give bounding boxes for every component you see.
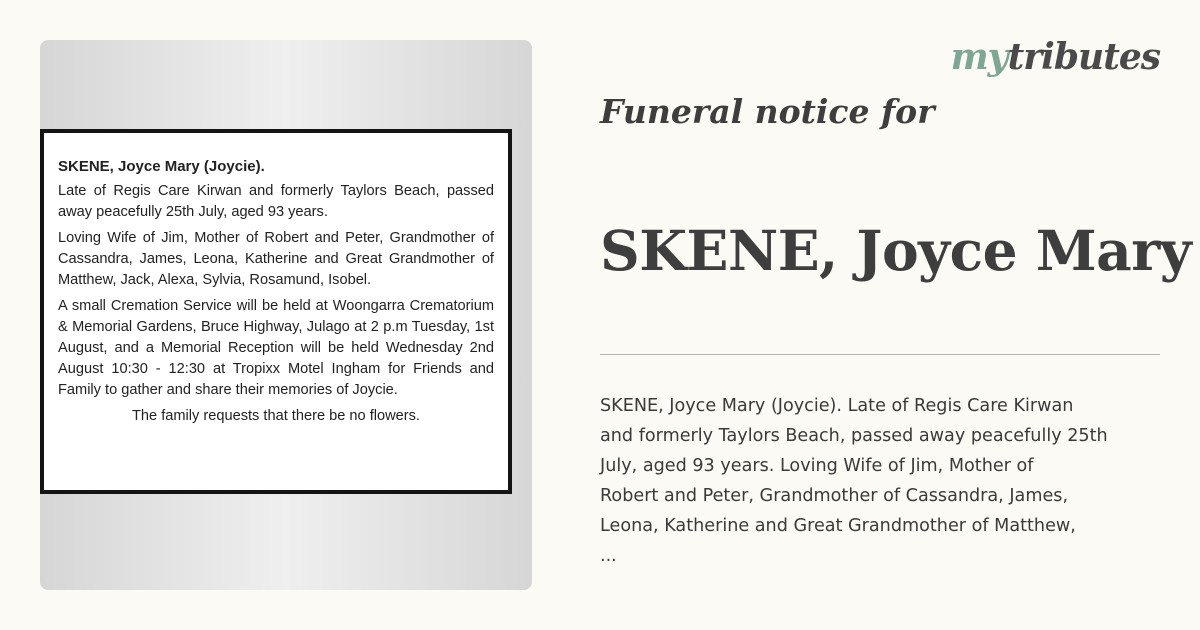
logo-suffix: tributes [1007,36,1160,78]
mytributes-logo [951,36,1160,78]
summary-line: Leona, Katherine and Great Grandmother of Matthew, [600,516,1076,536]
page-subtitle: Funeral notice for [600,92,935,131]
summary-line: Robert and Peter, Grandmother of Cassandra, James, [600,486,1069,506]
summary-ellipsis: ... [600,546,617,566]
summary-line: SKENE, Joyce Mary (Joycie). Late of Regis Care Kirwan [600,396,1074,416]
notice-paragraph: A small Cremation Service will be held at Woongarra Crematorium & Memorial Gardens, Bruce Highway, Julago at 2 p.m Tuesday, 1st August, and a Memorial Reception will be held Wednesday 2nd August 10:30 - 12:30 at Tropixx Motel Ingham for Friends and Family to gather and share their memories of Joycie. [58,298,494,398]
summary-line: and formerly Taylors Beach, passed away peacefully 25th [600,426,1108,446]
logo-prefix: my [950,36,1008,78]
notice-heading: SKENE, Joyce Mary (Joycie). [58,158,265,175]
summary-line: July, aged 93 years. Loving Wife of Jim, Mother of [600,456,1034,476]
notice-paragraph: Loving Wife of Jim, Mother of Robert and Peter, Grandmother of Cassandra, James, Leona, Katherine and Great Grandmother of Matthew, Jack, Alexa, Sylvia, Rosamund, Isobel. [58,230,494,288]
divider [600,354,1160,355]
notice-image [40,40,532,590]
notice-paragraph: Late of Regis Care Kirwan and formerly Taylors Beach, passed away peacefully 25th July, aged 93 years. [58,183,494,220]
notice-footer: The family requests that there be no flowers. [132,408,420,424]
notice-summary [600,391,1185,571]
newspaper-notice [40,129,512,494]
deceased-name: SKENE, Joyce Mary [600,218,1192,283]
